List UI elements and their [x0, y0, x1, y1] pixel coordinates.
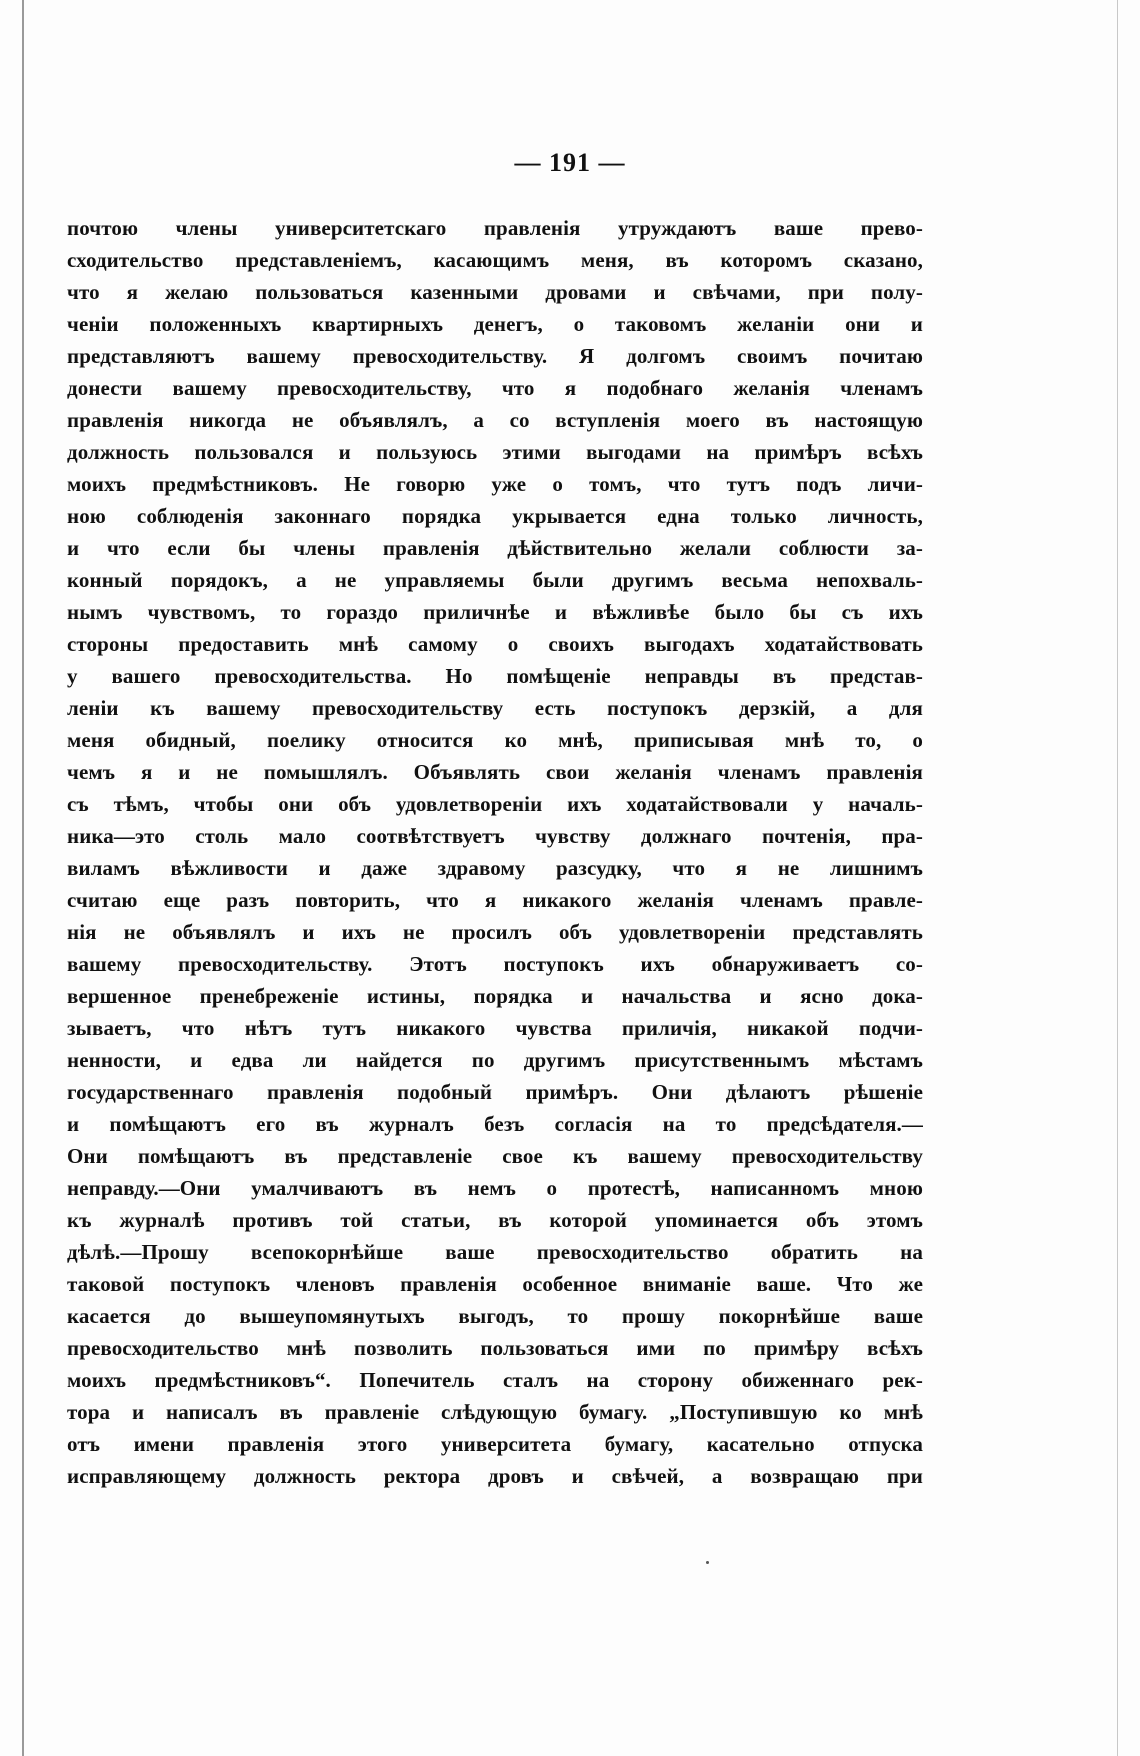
- text-line: Они помѣщаютъ въ представленіе свое къ вашему превосходительству: [67, 1144, 923, 1168]
- text-line: зываетъ, что нѣтъ тутъ никакого чувства приличія, никакой подчи-: [67, 1016, 923, 1040]
- text-line: почтою члены университетскаго правленія утруждаютъ ваше прево-: [67, 216, 923, 240]
- text-line: леніи къ вашему превосходительству есть поступокъ дерзкій, а для: [67, 696, 923, 720]
- text-line: нымъ чувствомъ, то гораздо приличнѣе и вѣжливѣе было бы съ ихъ: [67, 600, 923, 624]
- text-line: у вашего превосходительства. Но помѣщеніе неправды въ представ-: [67, 664, 923, 688]
- text-line: вершенное пренебреженіе истины, порядка и начальства и ясно дока-: [67, 984, 923, 1008]
- text-line: и помѣщаютъ его въ журналъ безъ согласія на то предсѣдателя.—: [67, 1112, 923, 1136]
- text-line: конный порядокъ, а не управляемы были другимъ весьма непохваль-: [67, 568, 923, 592]
- text-line: отъ имени правленія этого университета бумагу, касательно отпуска: [67, 1432, 923, 1456]
- text-line: таковой поступокъ членовъ правленія особенное вниманіе ваше. Что же: [67, 1272, 923, 1296]
- page-number: — 191 —: [514, 148, 626, 177]
- text-line: неправду.—Они умалчиваютъ въ немъ о протестѣ, написанномъ мною: [67, 1176, 923, 1200]
- text-line: съ тѣмъ, чтобы они объ удовлетвореніи ихъ ходатайствовали у началь-: [67, 792, 923, 816]
- text-line: моихъ предмѣстниковъ. Не говорю уже о томъ, что тутъ подъ личи-: [67, 472, 923, 496]
- text-line: представляютъ вашему превосходительству. Я долгомъ своимъ почитаю: [67, 344, 923, 368]
- text-line: стороны предоставить мнѣ самому о своихъ выгодахъ ходатайствовать: [67, 632, 923, 656]
- text-line: ненности, и едва ли найдется по другимъ присутственнымъ мѣстамъ: [67, 1048, 923, 1072]
- text-line: считаю еще разъ повторить, что я никакого желанія членамъ правле-: [67, 888, 923, 912]
- text-line: касается до вышеупомянутыхъ выгодъ, то прошу покорнѣйше ваше: [67, 1304, 923, 1328]
- text-line: донести вашему превосходительству, что я подобнаго желанія членамъ: [67, 376, 923, 400]
- text-line: нія не объявлялъ и ихъ не просилъ объ удовлетвореніи представлять: [67, 920, 923, 944]
- text-line: чемъ я и не помышлялъ. Объявлять свои желанія членамъ правленія: [67, 760, 923, 784]
- text-line: сходительство представленіемъ, касающимъ меня, въ которомъ сказано,: [67, 248, 923, 272]
- text-line: дѣлѣ.—Прошу всепокорнѣйше ваше превосходительство обратить на: [67, 1240, 923, 1264]
- text-line: государственнаго правленія подобный примѣръ. Они дѣлаютъ рѣшеніе: [67, 1080, 923, 1104]
- page-left-edge: [22, 0, 24, 1756]
- text-line: виламъ вѣжливости и даже здравому разсудку, что я не лишнимъ: [67, 856, 923, 880]
- text-line: правленія никогда не объявлялъ, а со вступленія моего въ настоящую: [67, 408, 923, 432]
- text-line: ченіи положенныхъ квартирныхъ денегъ, о таковомъ желаніи они и: [67, 312, 923, 336]
- text-line: и что если бы члены правленія дѣйствительно желали соблюсти за-: [67, 536, 923, 560]
- text-line: превосходительство мнѣ позволить пользоваться ими по примѣру всѣхъ: [67, 1336, 923, 1360]
- text-line: вашему превосходительству. Этотъ поступокъ ихъ обнаруживаетъ со-: [67, 952, 923, 976]
- body-text: [67, 212, 923, 1492]
- text-line: исправляющему должность ректора дровъ и свѣчей, а возвращаю при: [67, 1464, 923, 1488]
- text-line: ною соблюденія законнаго порядка укрывается една только личность,: [67, 504, 923, 528]
- text-line: моихъ предмѣстниковъ“. Попечитель сталъ на сторону обиженнаго рек-: [67, 1368, 923, 1392]
- ink-speck: [706, 1561, 709, 1564]
- text-line: къ журналѣ противъ той статьи, въ которой упоминается объ этомъ: [67, 1208, 923, 1232]
- text-line: что я желаю пользоваться казенными дровами и свѣчами, при полу-: [67, 280, 923, 304]
- page-right-edge: [1117, 0, 1118, 1756]
- text-line: меня обидный, поелику относится ко мнѣ, приписывая мнѣ то, о: [67, 728, 923, 752]
- text-line: ника—это столь мало соотвѣтствуетъ чувству должнаго почтенія, пра-: [67, 824, 923, 848]
- text-line: должность пользовался и пользуюсь этими выгодами на примѣръ всѣхъ: [67, 440, 923, 464]
- text-line: тора и написалъ въ правленіе слѣдующую бумагу. „Поступившую ко мнѣ: [67, 1400, 923, 1424]
